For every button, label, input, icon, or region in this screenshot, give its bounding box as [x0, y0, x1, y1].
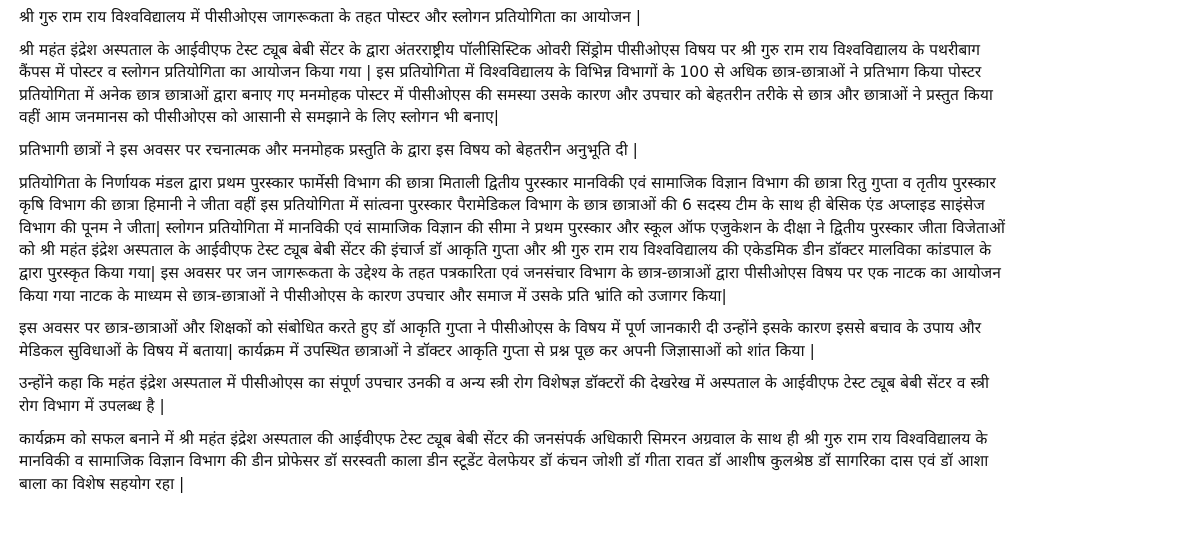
article-paragraph-thanks: कार्यक्रम को सफल बनाने में श्री महंत इंद्रेश अस्पताल की आईवीएफ टेस्ट ट्यूब बेबी सेंटर की जनसंपर्क अधिकारी सिमरन अग्रवाल के साथ ही श्री गुरु राम राय विश्वविद्यालय के मानविकी व सामाजिक विज्ञान विभाग की डीन प्रोफेसर डॉ सरस्वती काला डीन स्टूडेंट वेलफेयर डॉ कंचन जोशी डॉ गीता रावत डॉ आशीष कुलश्रेष्ठ डॉ सागरिका दास एवं डॉ आशा बाला का विशेष सहयोग रहा |	[19, 429, 989, 493]
article-paragraph-intro: श्री महंत इंद्रेश अस्पताल के आईवीएफ टेस्ट ट्यूब बेबी सेंटर के द्वारा अंतरराष्ट्रीय पॉलीसिस्टिक ओवरी सिंड्रोम पीसीओएस विषय पर श्री गुरु राम राय विश्वविद्यालय के पथरीबाग कैंपस में पोस्टर व स्लोगन प्रतियोगिता का आयोजन किया गया | इस प्रतियोगिता में विश्वविद्यालय के विभिन्न विभागों के 100 से अधिक छात्र-छात्राओं ने प्रतिभाग किया पोस्टर प्रतियोगिता में अनेक छात्र छात्राओं द्वारा बनाए गए मनमोहक पोस्टर में पीसीओएस की समस्या उसके कारण और उपचार को बेहतरीन तरीके से छात्र और छात्राओं ने प्रस्तुत किया वहीं आम जनमानस को पीसीओएस को आसानी से समझाने के लिए स्लोगन भी बनाए|	[19, 40, 993, 127]
article-headline: श्री गुरु राम राय विश्वविद्यालय में पीसीओएस जागरूकता के तहत पोस्टर और स्लोगन प्रतियोगिता का आयोजन |	[19, 8, 642, 26]
article-paragraph-winners: प्रतियोगिता के निर्णायक मंडल द्वारा प्रथम पुरस्कार फार्मेसी विभाग की छात्रा मिताली द्वितीय पुरस्कार मानविकी एवं सामाजिक विज्ञान विभाग की छात्रा रितु गुप्ता व तृतीय पुरस्कार कृषि विभाग की छात्रा हिमानी ने जीता वहीं इस प्रतियोगिता में सांत्वना पुरस्कार पैरामेडिकल विभाग के छात्र छात्राओं की 6 सदस्य टीम के साथ ही बेसिक एंड अप्लाइड साइंसेज विभाग की पूनम ने जीता| स्लोगन प्रतियोगिता में मानविकी एवं सामाजिक विज्ञान की सीमा ने प्रथम पुरस्कार और स्कूल ऑफ एजुकेशन के दीक्षा ने द्वितीय पुरस्कार जीता विजेताओं को श्री महंत इंद्रेश अस्पताल के आईवीएफ टेस्ट ट्यूब बेबी सेंटर की इंचार्ज डॉ आकृति गुप्ता और श्री गुरु राम राय विश्वविद्यालय की एकेडमिक डीन डॉक्टर मालविका कांडपाल के द्वारा पुरस्कृत किया गया| इस अवसर पर जन जागरूकता के उद्देश्य के तहत पत्रकारिता एवं जनसंचार विभाग के छात्र-छात्राओं द्वारा पीसीओएस विषय पर एक नाटक का आयोजन किया गया नाटक के माध्यम से छात्र-छात्राओं ने पीसीओएस के कारण उपचार और समाज में उसके प्रति भ्रांति को उजागर किया|	[19, 173, 1005, 305]
article-paragraph-participants: प्रतिभागी छात्रों ने इस अवसर पर रचनात्मक और मनमोहक प्रस्तुति के द्वारा इस विषय को बेहतरीन अनुभूति दी |	[19, 140, 638, 159]
article-paragraph-treatment: उन्होंने कहा कि महंत इंद्रेश अस्पताल में पीसीओएस का संपूर्ण उपचार उनकी व अन्य स्त्री रोग विशेषज्ञ डॉक्टरों की देखरेख में अस्पताल के आईवीएफ टेस्ट ट्यूब बेबी सेंटर व स्त्री रोग विभाग में उपलब्ध है |	[19, 374, 990, 415]
article-paragraph-address: इस अवसर पर छात्र-छात्राओं और शिक्षकों को संबोधित करते हुए डॉ आकृति गुप्ता ने पीसीओएस के विषय में पूर्ण जानकारी दी उन्होंने इसके कारण इससे बचाव के उपाय और मेडिकल सुविधाओं के विषय में बताया| कार्यक्रम में उपस्थित छात्राओं ने डॉक्टर आकृति गुप्ता से प्रश्न पूछ कर अपनी जिज्ञासाओं को शांत किया |	[19, 319, 982, 360]
